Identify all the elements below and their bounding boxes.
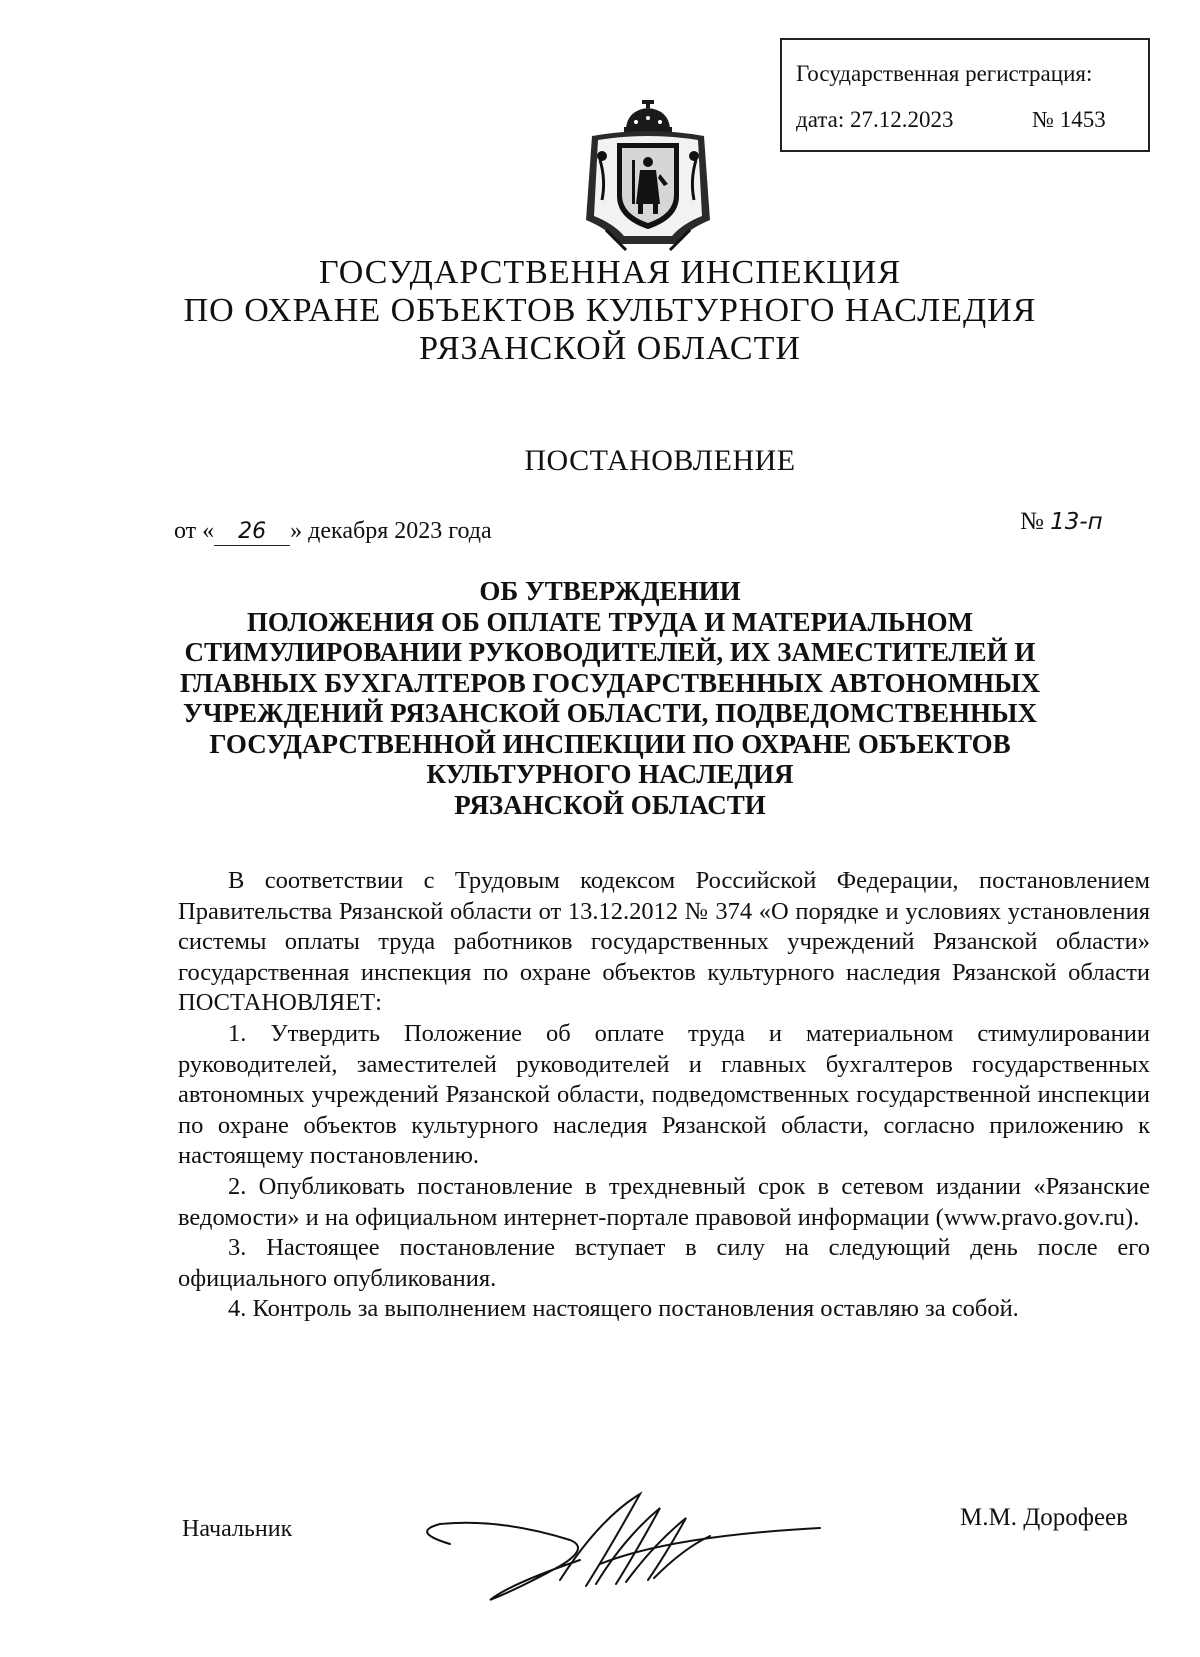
title-line: КУЛЬТУРНОГО НАСЛЕДИЯ [426,759,794,789]
decree-item: 3. Настоящее постановление вступает в силу на следующий день после его официального опубликования. [178,1234,1150,1292]
decree-word: ПОСТАНОВЛЯЕТ: [178,989,382,1017]
title-line: РЯЗАНСКОЙ ОБЛАСТИ [454,789,766,820]
date-suffix: » декабря 2023 года [290,518,492,544]
preamble-paragraph: В соответствии с Трудовым кодексом Российской Федерации, постановлением Правительства Рязанской области от 13.12.2012 № 374 «О порядке и условиях установления системы оплаты труда работников государственных учреждений Рязанской области» государственная инспекция по охране объектов культурного наследия Рязанской области [178,867,1150,986]
title-line: ПОЛОЖЕНИЯ ОБ ОПЛАТЕ ТРУДА И МАТЕРИАЛЬНОМ [246,606,974,637]
signatory-position: Начальник [182,1516,293,1542]
registration-number: № 1453 [1032,107,1106,132]
handwritten-number: 13-п [1050,509,1103,535]
agency-name-line: ПО ОХРАНЕ ОБЪЕКТОВ КУЛЬТУРНОГО НАСЛЕДИЯ [183,292,1037,329]
document-title [160,576,1060,820]
title-line: ГОСУДАРСТВЕННОЙ ИНСПЕКЦИИ ПО ОХРАНЕ ОБЪЕКТОВ [209,728,1011,759]
title-line: УЧРЕЖДЕНИЙ РЯЗАНСКОЙ ОБЛАСТИ, ПОДВЕДОМСТВЕННЫХ [182,698,1038,728]
registration-stamp [780,38,1150,152]
title-line: ГЛАВНЫХ БУХГАЛТЕРОВ ГОСУДАРСТВЕННЫХ АВТОНОМНЫХ [179,667,1041,698]
agency-name-line: РЯЗАНСКОЙ ОБЛАСТИ [419,330,801,367]
document-number [1020,508,1103,536]
registration-date: дата: 27.12.2023 [796,107,954,132]
handwritten-signature [410,1488,830,1608]
document-type: ПОСТАНОВЛЕНИЕ [524,444,796,477]
decree-item: 1. Утвердить Положение об оплате труда и материальном стимулировании руководителей, заместителей руководителей и главных бухгалтеров государственных автономных учреждений Рязанской области, подведомственных государственной инспекции по охране объектов культурного наследия Рязанской области, согласно приложению к настоящему постановлению. [178,1019,1150,1170]
agency-name-line: ГОСУДАРСТВЕННАЯ ИНСПЕКЦИЯ [318,254,901,291]
document-body [178,866,1150,1325]
number-prefix: № [1020,508,1044,535]
decree-item: 4. Контроль за выполнением настоящего постановления оставляю за собой. [228,1295,1019,1323]
signatory-name: М.М. Дорофеев [960,1504,1128,1531]
registration-title: Государственная регистрация: [796,61,1093,86]
document-date [174,518,492,546]
decree-item: 2. Опубликовать постановление в трехдневный срок в сетевом издании «Рязанские ведомости» и на официальном интернет-портале правовой информации (www.pravo.gov.ru). [178,1172,1150,1231]
title-line: СТИМУЛИРОВАНИИ РУКОВОДИТЕЛЕЙ, ИХ ЗАМЕСТИТЕЛЕЙ И [184,637,1036,667]
title-line: ОБ УТВЕРЖДЕНИИ [479,576,741,606]
handwritten-day: 26 [214,519,290,546]
ryazan-coat-of-arms-icon [576,100,720,256]
date-prefix: от « [174,518,215,544]
agency-name [160,254,1060,368]
